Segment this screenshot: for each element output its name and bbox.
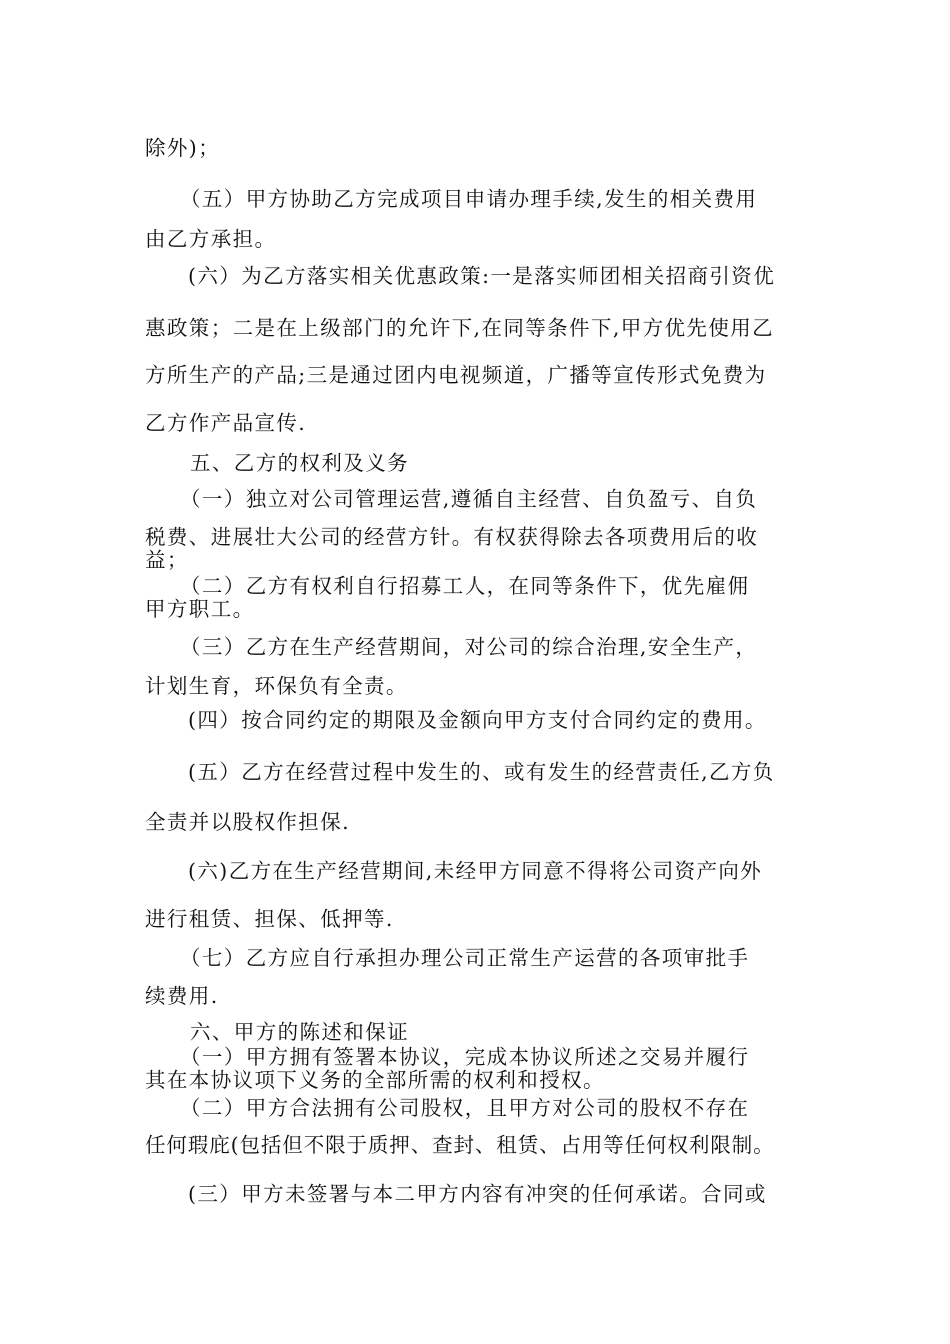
text-line: 进行租赁、担保、低押等. — [145, 907, 394, 931]
text-line: (六）为乙方落实相关优惠政策:一是落实师团相关招商引资优 — [188, 264, 776, 288]
text-line: 计划生育，环保负有全责。 — [145, 674, 408, 698]
text-line: （二）甲方合法拥有公司股权，且甲方对公司的股权不存在 — [180, 1096, 750, 1120]
text-line: 全责并以股权作担保. — [145, 810, 351, 834]
text-line: 除外)； — [145, 136, 221, 160]
text-line: （一）甲方拥有签署本协议，完成本协议所述之交易并履行 — [180, 1045, 750, 1069]
text-line: 任何瑕庇(包括但不限于质押、查封、租赁、占用等任何权利限制。 — [145, 1133, 775, 1157]
text-line: （一）独立对公司管理运营,遵循自主经营、自负盈亏、自负 — [180, 487, 758, 511]
text-line: （七）乙方应自行承担办理公司正常生产运营的各项审批手 — [180, 946, 750, 970]
text-line: （三）乙方在生产经营期间，对公司的综合治理,安全生产， — [180, 635, 758, 659]
section-heading: 五、乙方的权利及义务 — [190, 451, 409, 475]
text-line: 惠政策；二是在上级部门的允许下,在同等条件下,甲方优先使用乙 — [145, 316, 775, 340]
text-line: 益； — [145, 548, 189, 572]
text-line: (三）甲方未签署与本二甲方内容有冲突的任何承诺。合同或 — [188, 1182, 767, 1206]
text-line: （二）乙方有权利自行招募工人，在同等条件下，优先雇佣 — [180, 574, 750, 598]
text-line: 甲方职工。 — [145, 597, 255, 621]
section-heading: 六、甲方的陈述和保证 — [190, 1020, 409, 1044]
text-line: 其在本协议项下义务的全部所需的权利和授权。 — [145, 1068, 605, 1092]
text-line: （五）甲方协助乙方完成项目申请办理手续,发生的相关费用 — [180, 187, 758, 211]
text-line: 方所生产的产品;三是通过团内电视频道，广播等宣传形式免费为 — [145, 363, 767, 387]
text-line: 乙方作产品宣传. — [145, 411, 307, 435]
text-line: 税费、进展壮大公司的经营方针。有权获得除去各项费用后的收 — [145, 525, 759, 549]
text-line: (四）按合同约定的期限及金额向甲方支付合同约定的费用。 — [188, 708, 767, 732]
text-line: 续费用. — [145, 984, 219, 1008]
text-line: 由乙方承担。 — [145, 227, 277, 251]
text-line: (六)乙方在生产经营期间,未经甲方同意不得将公司资产向外 — [188, 859, 763, 883]
text-line: (五）乙方在经营过程中发生的、或有发生的经营责任,乙方负 — [188, 760, 775, 784]
